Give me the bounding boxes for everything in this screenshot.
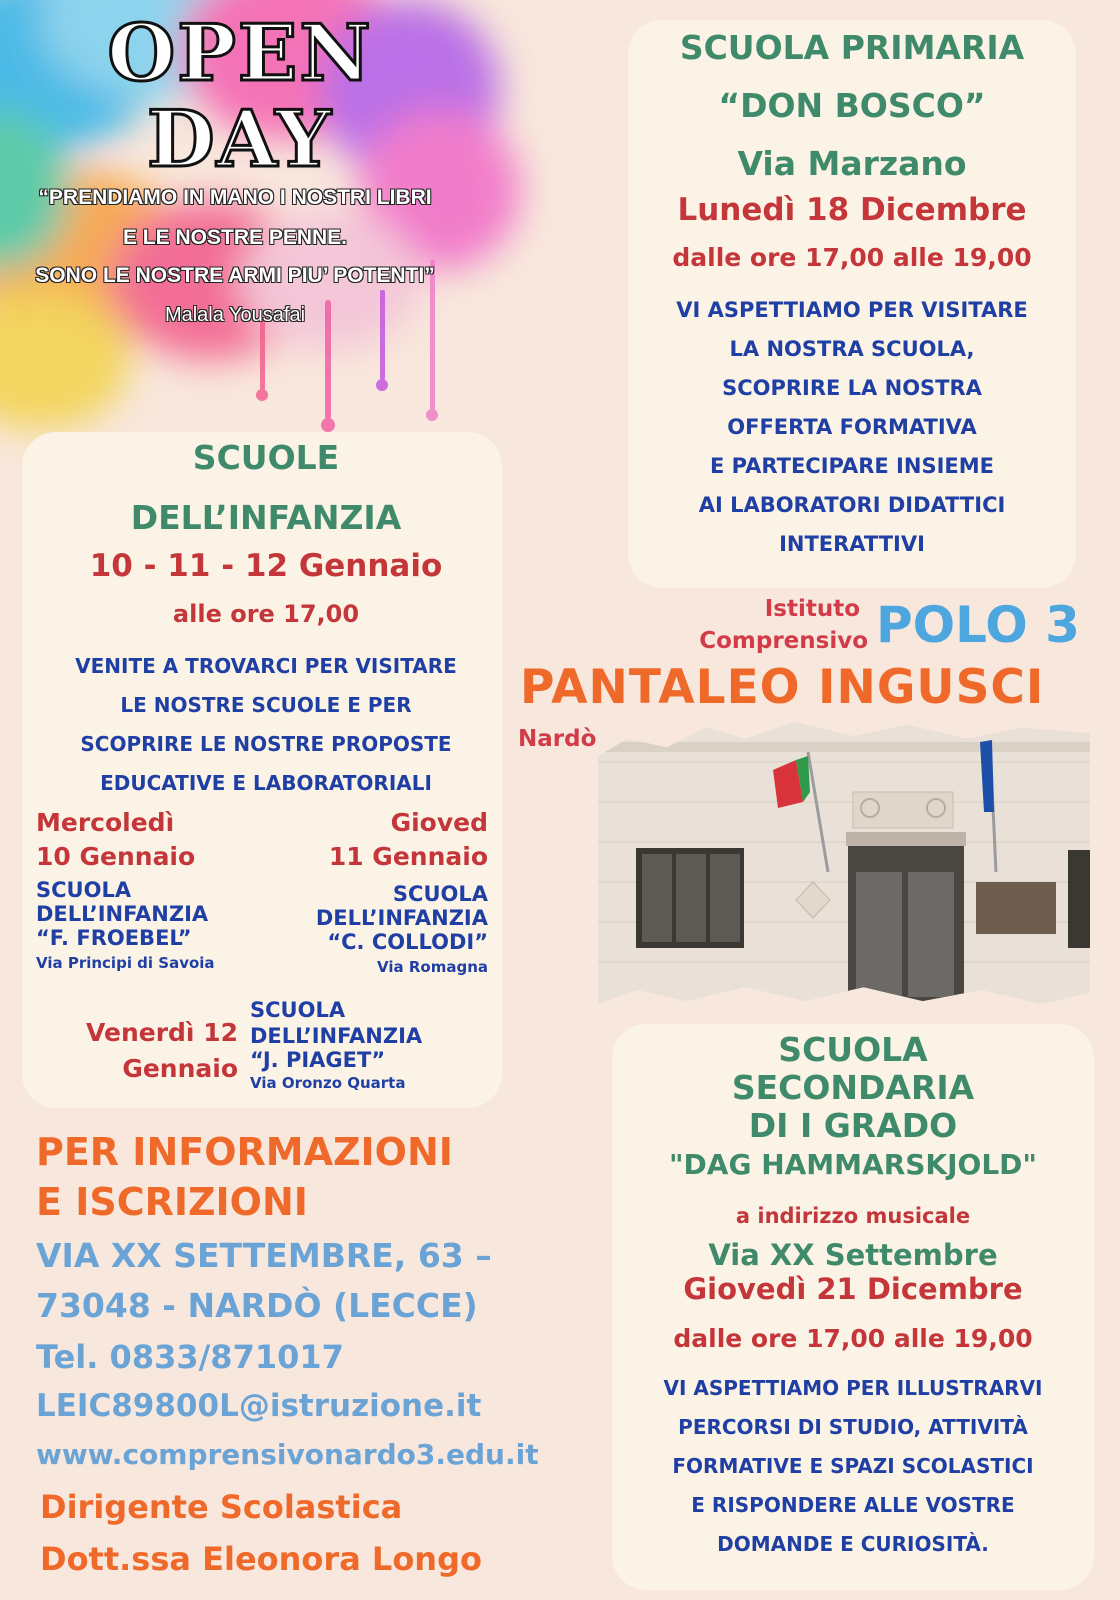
info-heading-2: E ISCRIZIONI bbox=[36, 1180, 308, 1224]
quote-author: Malala Yousafai bbox=[164, 304, 306, 326]
quote-line-3: SONO LE NOSTRE ARMI PIU’ POTENTI” bbox=[35, 264, 435, 287]
froebel-day: Mercoledì bbox=[36, 808, 175, 837]
infanzia-time: alle ore 17,00 bbox=[172, 600, 360, 628]
collodi-date: 11 Gennaio bbox=[328, 842, 488, 871]
info-website[interactable]: www.comprensivonardo3.edu.it bbox=[36, 1438, 539, 1471]
secondaria-title-2: SECONDARIA bbox=[731, 1068, 975, 1107]
open-title: OPEN bbox=[107, 8, 373, 99]
infanzia-title-2: DELL’INFANZIA bbox=[130, 498, 402, 537]
primaria-time: dalle ore 17,00 alle 19,00 bbox=[672, 243, 1032, 272]
secondaria-date: Giovedì 21 Dicembre bbox=[683, 1272, 1023, 1306]
info-person: Dott.ssa Eleonora Longo bbox=[40, 1540, 482, 1578]
info-email[interactable]: LEIC89800L@istruzione.it bbox=[36, 1388, 482, 1424]
quote-line-2: E LE NOSTRE PENNE. bbox=[122, 226, 348, 249]
primaria-desc-line: E PARTECIPARE INSIEME bbox=[710, 454, 994, 478]
collodi-school-1: SCUOLA bbox=[392, 882, 488, 906]
institute-name: PANTALEO INGUSCI bbox=[520, 660, 1045, 715]
institute-label-1: Istituto bbox=[764, 596, 860, 622]
secondaria-desc-line: VI ASPETTIAMO PER ILLUSTRARVI bbox=[663, 1376, 1043, 1400]
primaria-desc-line: LA NOSTRA SCUOLA, bbox=[729, 337, 975, 361]
secondaria-desc-line: PERCORSI DI STUDIO, ATTIVITÀ bbox=[678, 1415, 1028, 1439]
secondaria-desc-line: FORMATIVE E SPAZI SCOLASTICI bbox=[672, 1454, 1034, 1478]
infanzia-desc-line: LE NOSTRE SCUOLE E PER bbox=[120, 693, 412, 717]
piaget-school-1: SCUOLA bbox=[250, 998, 346, 1022]
day-title: DAY bbox=[147, 94, 333, 185]
institute-label-2: Comprensivo bbox=[699, 628, 868, 654]
collodi-day: Gioved bbox=[390, 808, 488, 837]
primaria-school-name: “DON BOSCO” bbox=[718, 86, 986, 125]
school-building-photo bbox=[598, 722, 1090, 1004]
infanzia-title: SCUOLE bbox=[192, 438, 340, 477]
secondaria-desc-line: E RISPONDERE ALLE VOSTRE bbox=[691, 1493, 1015, 1517]
polo-label: POLO 3 bbox=[876, 596, 1080, 654]
piaget-day: Venerdì 12 bbox=[86, 1018, 238, 1047]
collodi-school-2: DELL’INFANZIA bbox=[315, 906, 488, 930]
info-heading-1: PER INFORMAZIONI bbox=[36, 1130, 453, 1174]
secondaria-time: dalle ore 17,00 alle 19,00 bbox=[673, 1324, 1033, 1353]
primaria-desc-line: AI LABORATORI DIDATTICI bbox=[698, 493, 1006, 517]
primaria-street: Via Marzano bbox=[737, 144, 967, 183]
collodi-street: Via Romagna bbox=[377, 958, 488, 976]
primaria-desc-line: INTERATTIVI bbox=[779, 532, 925, 556]
infanzia-dates: 10 - 11 - 12 Gennaio bbox=[89, 548, 443, 584]
froebel-school-2: DELL’INFANZIA bbox=[36, 902, 209, 926]
primaria-desc-line: SCOPRIRE LA NOSTRA bbox=[722, 376, 982, 400]
primaria-desc-line: OFFERTA FORMATIVA bbox=[727, 415, 977, 439]
quote-line-1: “PRENDIAMO IN MANO I NOSTRI LIBRI bbox=[38, 186, 432, 209]
piaget-school-2: DELL’INFANZIA bbox=[250, 1024, 423, 1048]
piaget-school-3: “J. PIAGET” bbox=[250, 1048, 386, 1072]
collodi-school-3: “C. COLLODI” bbox=[327, 930, 488, 954]
froebel-school-1: SCUOLA bbox=[36, 878, 132, 902]
info-phone: Tel. 0833/871017 bbox=[36, 1338, 344, 1376]
primaria-date: Lunedì 18 Dicembre bbox=[677, 192, 1027, 228]
info-address-2: 73048 - NARDÒ (LECCE) bbox=[36, 1286, 478, 1325]
piaget-street: Via Oronzo Quarta bbox=[250, 1074, 406, 1092]
info-address-1: VIA XX SETTEMBRE, 63 – bbox=[36, 1236, 492, 1275]
secondaria-subtitle: a indirizzo musicale bbox=[735, 1204, 971, 1228]
secondaria-title-3: DI I GRADO bbox=[748, 1106, 958, 1145]
froebel-street: Via Principi di Savoia bbox=[36, 954, 215, 972]
froebel-date: 10 Gennaio bbox=[36, 842, 196, 871]
secondaria-title-1: SCUOLA bbox=[778, 1030, 928, 1069]
primaria-desc-line: VI ASPETTIAMO PER VISITARE bbox=[676, 298, 1028, 322]
primaria-title: SCUOLA PRIMARIA bbox=[679, 28, 1025, 67]
infanzia-desc-line: SCOPRIRE LE NOSTRE PROPOSTE bbox=[80, 732, 452, 756]
infanzia-desc-line: VENITE A TROVARCI PER VISITARE bbox=[75, 654, 457, 678]
info-role: Dirigente Scolastica bbox=[40, 1488, 403, 1526]
institute-city: Nardò bbox=[518, 726, 597, 752]
secondaria-street: Via XX Settembre bbox=[708, 1238, 998, 1272]
piaget-month: Gennaio bbox=[122, 1054, 238, 1083]
secondaria-desc-line: DOMANDE E CURIOSITÀ. bbox=[717, 1532, 989, 1556]
froebel-school-3: “F. FROEBEL” bbox=[36, 926, 192, 950]
infanzia-desc-line: EDUCATIVE E LABORATORIALI bbox=[100, 771, 432, 795]
secondaria-school-name: "DAG HAMMARSKJOLD" bbox=[668, 1148, 1038, 1181]
